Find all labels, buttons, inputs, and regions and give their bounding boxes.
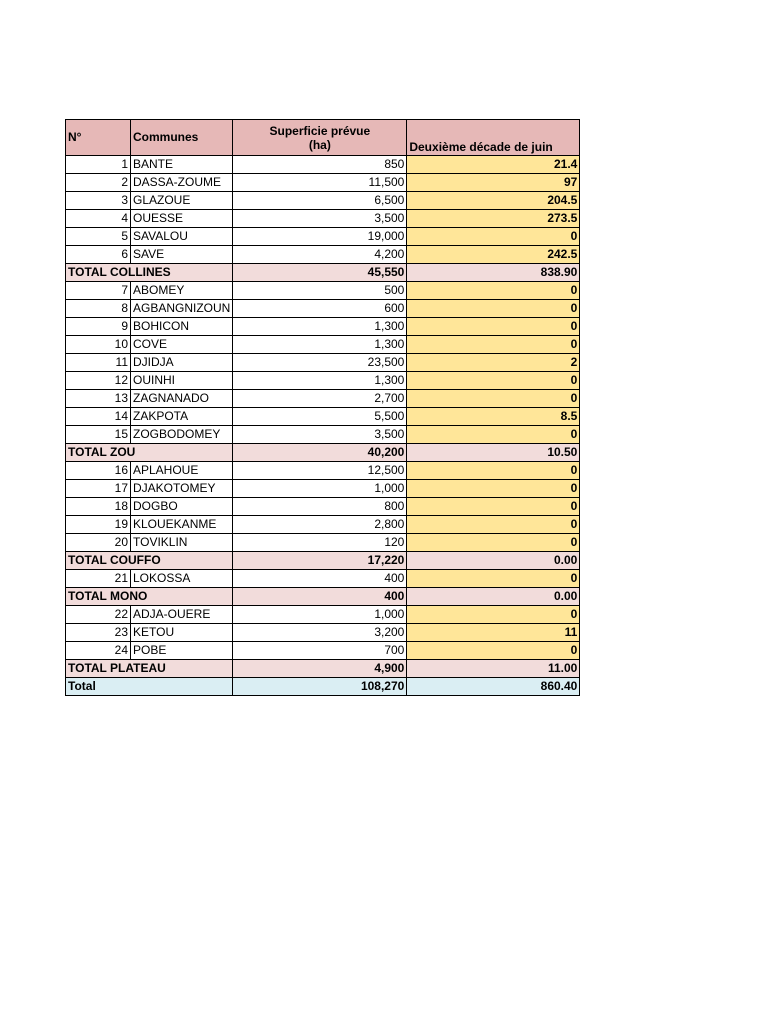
commune-name: GLAZOUE: [131, 192, 233, 210]
decade-value: 21.4: [407, 156, 580, 174]
commune-name: POBE: [131, 642, 233, 660]
superficie-value: 3,500: [233, 210, 407, 228]
table-row: [66, 480, 580, 498]
total-label: TOTAL COUFFO: [66, 552, 233, 570]
superficie-value: 1,300: [233, 318, 407, 336]
table-row: [66, 516, 580, 534]
superficie-value: 11,500: [233, 174, 407, 192]
row-number: 9: [66, 318, 131, 336]
decade-value: 0: [407, 426, 580, 444]
decade-value: 0: [407, 300, 580, 318]
row-number: 6: [66, 246, 131, 264]
row-number: 16: [66, 462, 131, 480]
row-number: 1: [66, 156, 131, 174]
total-decade: 838.90: [407, 264, 580, 282]
row-number: 14: [66, 408, 131, 426]
total-row: [66, 552, 580, 570]
commune-name: OUESSE: [131, 210, 233, 228]
decade-value: 0: [407, 282, 580, 300]
superficie-value: 3,200: [233, 624, 407, 642]
decade-value: 11: [407, 624, 580, 642]
table-row: [66, 426, 580, 444]
row-number: 17: [66, 480, 131, 498]
total-row: [66, 444, 580, 462]
header-row: [66, 120, 580, 156]
table-row: [66, 624, 580, 642]
total-superficie: 45,550: [233, 264, 407, 282]
total-label: TOTAL PLATEAU: [66, 660, 233, 678]
row-number: 2: [66, 174, 131, 192]
table-row: [66, 408, 580, 426]
commune-name: BOHICON: [131, 318, 233, 336]
total-decade: 11.00: [407, 660, 580, 678]
table-body: [66, 156, 580, 696]
total-superficie: 40,200: [233, 444, 407, 462]
total-label: TOTAL MONO: [66, 588, 233, 606]
decade-value: 204.5: [407, 192, 580, 210]
decade-value: 0: [407, 534, 580, 552]
row-number: 12: [66, 372, 131, 390]
row-number: 20: [66, 534, 131, 552]
commune-name: ZAKPOTA: [131, 408, 233, 426]
decade-value: 0: [407, 318, 580, 336]
header-decade: Deuxième décade de juin: [407, 120, 580, 156]
decade-value: 0: [407, 642, 580, 660]
decade-value: 0: [407, 570, 580, 588]
header-superficie-text: Superficie prévue (ha): [269, 124, 371, 152]
decade-value: 0: [407, 606, 580, 624]
total-decade: 0.00: [407, 552, 580, 570]
total-superficie: 4,900: [233, 660, 407, 678]
table-row: [66, 570, 580, 588]
table-row: [66, 318, 580, 336]
data-table: [65, 119, 580, 696]
row-number: 10: [66, 336, 131, 354]
superficie-value: 1,000: [233, 480, 407, 498]
table-row: [66, 390, 580, 408]
row-number: 8: [66, 300, 131, 318]
decade-value: 0: [407, 228, 580, 246]
grand-total-label: Total: [66, 678, 233, 696]
commune-name: AGBANGNIZOUN: [131, 300, 233, 318]
decade-value: 0: [407, 390, 580, 408]
superficie-value: 1,000: [233, 606, 407, 624]
decade-value: 0: [407, 372, 580, 390]
decade-value: 242.5: [407, 246, 580, 264]
row-number: 22: [66, 606, 131, 624]
total-label: TOTAL ZOU: [66, 444, 233, 462]
superficie-value: 12,500: [233, 462, 407, 480]
grand-total-row: [66, 678, 580, 696]
commune-name: OUINHI: [131, 372, 233, 390]
commune-name: APLAHOUE: [131, 462, 233, 480]
row-number: 21: [66, 570, 131, 588]
table-row: [66, 606, 580, 624]
commune-name: ZAGNANADO: [131, 390, 233, 408]
table-row: [66, 210, 580, 228]
table-row: [66, 354, 580, 372]
table-row: [66, 336, 580, 354]
commune-name: SAVE: [131, 246, 233, 264]
total-decade: 0.00: [407, 588, 580, 606]
total-row: [66, 588, 580, 606]
commune-name: COVE: [131, 336, 233, 354]
table-row: [66, 462, 580, 480]
row-number: 4: [66, 210, 131, 228]
total-row: [66, 660, 580, 678]
superficie-value: 1,300: [233, 336, 407, 354]
superficie-value: 5,500: [233, 408, 407, 426]
commune-name: SAVALOU: [131, 228, 233, 246]
superficie-value: 4,200: [233, 246, 407, 264]
table-row: [66, 174, 580, 192]
header-communes: Communes: [131, 120, 233, 156]
table-row: [66, 300, 580, 318]
commune-name: DASSA-ZOUME: [131, 174, 233, 192]
commune-name: DJIDJA: [131, 354, 233, 372]
row-number: 24: [66, 642, 131, 660]
superficie-value: 700: [233, 642, 407, 660]
commune-name: ZOGBODOMEY: [131, 426, 233, 444]
row-number: 5: [66, 228, 131, 246]
total-decade: 10.50: [407, 444, 580, 462]
decade-value: 0: [407, 498, 580, 516]
total-label: TOTAL COLLINES: [66, 264, 233, 282]
decade-value: 0: [407, 336, 580, 354]
superficie-value: 850: [233, 156, 407, 174]
row-number: 19: [66, 516, 131, 534]
commune-name: ADJA-OUERE: [131, 606, 233, 624]
row-number: 3: [66, 192, 131, 210]
grand-total-superficie: 108,270: [233, 678, 407, 696]
table-row: [66, 498, 580, 516]
header-no: N°: [66, 120, 131, 156]
table-row: [66, 372, 580, 390]
total-superficie: 17,220: [233, 552, 407, 570]
superficie-value: 400: [233, 570, 407, 588]
header-superficie: [233, 120, 407, 156]
total-superficie: 400: [233, 588, 407, 606]
superficie-value: 1,300: [233, 372, 407, 390]
superficie-value: 19,000: [233, 228, 407, 246]
superficie-value: 2,800: [233, 516, 407, 534]
decade-value: 0: [407, 462, 580, 480]
row-number: 7: [66, 282, 131, 300]
superficie-value: 2,700: [233, 390, 407, 408]
decade-value: 273.5: [407, 210, 580, 228]
row-number: 15: [66, 426, 131, 444]
decade-value: 2: [407, 354, 580, 372]
table-row: [66, 642, 580, 660]
commune-name: DOGBO: [131, 498, 233, 516]
table-row: [66, 246, 580, 264]
table-row: [66, 156, 580, 174]
decade-value: 97: [407, 174, 580, 192]
decade-value: 0: [407, 516, 580, 534]
row-number: 11: [66, 354, 131, 372]
superficie-value: 800: [233, 498, 407, 516]
table-row: [66, 282, 580, 300]
total-row: [66, 264, 580, 282]
decade-value: 8.5: [407, 408, 580, 426]
grand-total-decade: 860.40: [407, 678, 580, 696]
superficie-value: 6,500: [233, 192, 407, 210]
superficie-value: 3,500: [233, 426, 407, 444]
commune-name: ABOMEY: [131, 282, 233, 300]
superficie-value: 500: [233, 282, 407, 300]
table-row: [66, 192, 580, 210]
commune-name: KLOUEKANME: [131, 516, 233, 534]
row-number: 23: [66, 624, 131, 642]
superficie-value: 120: [233, 534, 407, 552]
commune-name: KETOU: [131, 624, 233, 642]
commune-name: BANTE: [131, 156, 233, 174]
commune-name: DJAKOTOMEY: [131, 480, 233, 498]
commune-name: LOKOSSA: [131, 570, 233, 588]
decade-value: 0: [407, 480, 580, 498]
table-row: [66, 534, 580, 552]
superficie-value: 23,500: [233, 354, 407, 372]
row-number: 18: [66, 498, 131, 516]
row-number: 13: [66, 390, 131, 408]
superficie-value: 600: [233, 300, 407, 318]
commune-name: TOVIKLIN: [131, 534, 233, 552]
table-row: [66, 228, 580, 246]
